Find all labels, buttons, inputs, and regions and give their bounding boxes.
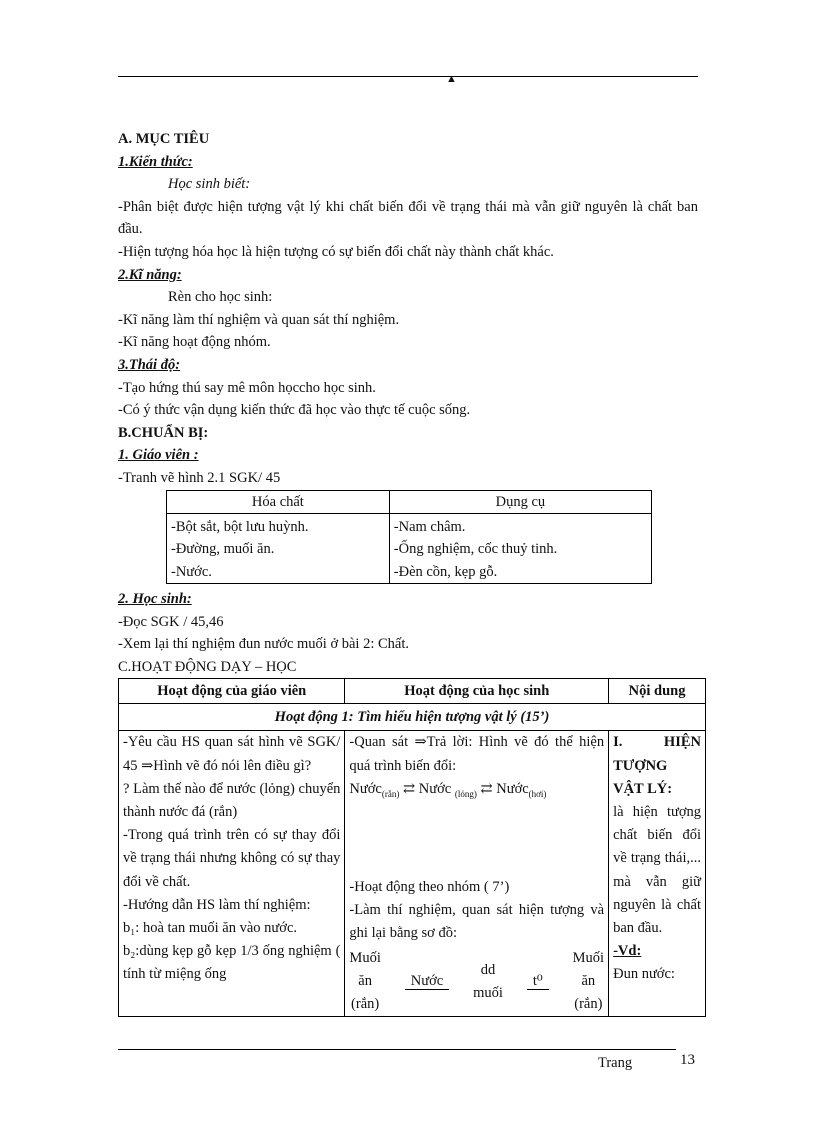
activity-header-content: Nội dung [609,679,706,704]
triangle-marker-icon: ▲ [446,73,457,85]
section-a1-point-1: -Phân biệt được hiện tượng vật lý khi chất biến đổi về trạng thái mà vẫn giữ nguyên là chất ban đầu. [118,198,698,238]
scheme-arrow-heat: t⁰ [527,974,549,990]
prep-chemicals-cell [167,513,390,584]
prep-tool-item: -Đèn cồn, kẹp gỗ. [393,563,498,580]
footer-page-number: 13 [680,1052,695,1068]
teacher-step: b₁: hoà tan muối ăn vào nước. [123,920,297,936]
document-body [118,128,701,1017]
section-a1-intro: Học sinh biết: [168,176,251,193]
footer-page-label: Trang [598,1055,633,1071]
section-a2-intro: Rèn cho học sinh: [168,289,273,306]
content-definition: là hiện tượng chất biến đổi về trạng thái,... mà vẫn giữ nguyên là chất ban đầu. [613,803,701,936]
scheme-arrow-water: Nước [405,974,449,990]
reversible-arrow-icon: ⇄ [402,780,416,797]
content-example-text: Đun nước: [613,966,675,983]
footer-rule [118,1049,676,1050]
prep-tools-cell [389,513,651,584]
section-b2-point-2: -Xem lại thí nghiệm đun nước muối ở bài 2: Chất. [118,636,409,653]
section-a3-title: 3.Thái độ: [118,356,181,373]
prep-chemical-item: -Đường, muối ăn. [171,541,275,557]
water-states-formula: Nước$_{(rắn)}$ ⇄ Nước $_{(lỏng)}$ ⇄ Nước$_{(hơi)}$ [349,780,547,799]
student-activity-cell [345,731,609,1017]
student-step: -Hoạt động theo nhóm ( 7’) [349,878,510,895]
teacher-step: ? Làm thế nào để nước (lỏng) chuyển thành nước đá (rắn) [123,780,341,820]
reversible-arrow-icon: ⇄ [480,780,493,797]
teacher-step: b₂:dùng kẹp gỗ kẹp 1/3 ống nghiệm ( tính từ miệng ống [123,943,341,983]
activity-1-title: Hoạt động 1: Tìm hiểu hiện tượng vật lý (15’) [119,704,706,731]
prep-tool-item: -Nam châm. [393,518,466,535]
section-a1-point-2: -Hiện tượng hóa học là hiện tượng có sự biến đổi chất này thành chất khác. [118,243,554,260]
section-b-title: B.CHUẨN BỊ: [118,424,209,441]
activity-table [118,678,706,1017]
scheme-middle: dd muối [473,961,503,1001]
section-b1-point-1: -Tranh vẽ hình 2.1 SGK/ 45 [118,469,281,486]
preparation-table [166,490,652,585]
section-a-title: A. MỤC TIÊU [118,131,210,147]
teacher-step: -Hướng dẫn HS làm thí nghiệm: [123,896,311,913]
section-a2-point-1: -Kĩ năng làm thí nghiệm và quan sát thí nghiệm. [118,311,400,328]
section-b2-title: 2. Học sinh: [118,591,192,607]
prep-header-tools: Dụng cụ [389,490,651,513]
teacher-step: -Trong quá trình trên có sự thay đổi về trạng thái nhưng không có sự thay đổi về chất. [123,827,341,890]
student-spacer [349,806,604,876]
section-a2-point-2: -Kĩ năng hoạt động nhóm. [118,334,271,351]
teacher-activity-cell [119,731,345,1017]
content-cell [609,731,706,1017]
content-example-label: -Vd: [613,943,642,960]
activity-header-student: Hoạt động của học sinh [345,679,609,704]
scheme-start: Muối ăn (rắn) [349,950,381,1013]
section-c-title: C.HOẠT ĐỘNG DẠY – HỌC [118,658,297,675]
section-a3-point-2: -Có ý thức vận dụng kiến thức đã học vào thực tế cuộc sống. [118,402,471,419]
prep-chemical-item: -Nước. [171,563,212,580]
scheme-end: Muối ăn (rắn) [572,950,605,1013]
student-step: -Quan sát ⇒Trả lời: Hình vẽ đó thể hiện quá trình biến đổi: [349,734,605,774]
section-b2-point-1: -Đọc SGK / 45,46 [118,613,224,630]
section-a3-point-1: -Tạo hứng thú say mê môn họccho học sinh. [118,379,376,396]
teacher-step: -Yêu cầu HS quan sát hình vẽ SGK/ 45 ⇒Hình vẽ đó nói lên điều gì? [123,734,341,774]
student-step: -Làm thí nghiệm, quan sát hiện tượng và ghi lại bằng sơ đồ: [349,902,605,942]
prep-chemical-item: -Bột sắt, bột lưu huỳnh. [171,518,309,535]
content-heading: I. HIỆN TƯỢNG VẬT LÝ: [613,734,701,797]
section-b1-title: 1. Giáo viên : [118,447,199,464]
prep-tool-item: -Ống nghiệm, cốc thuỷ tinh. [393,541,558,557]
salt-scheme [349,947,604,1016]
top-rule [118,76,698,77]
activity-header-teacher: Hoạt động của giáo viên [119,679,345,704]
prep-header-chemicals: Hóa chất [167,490,390,513]
section-a1-title: 1.Kiến thức: [118,153,193,170]
section-a2-title: 2.Kĩ năng: [118,266,182,283]
